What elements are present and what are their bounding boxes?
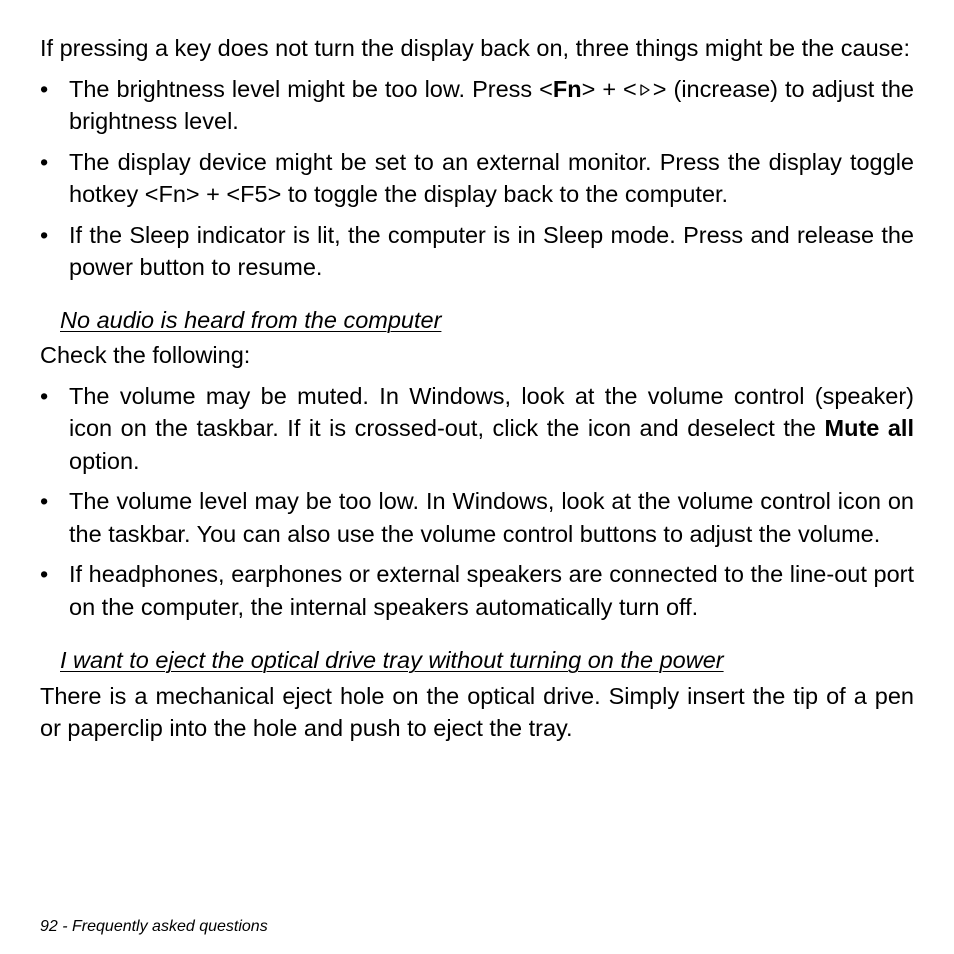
bullet: • — [40, 221, 49, 248]
bullet: • — [40, 148, 49, 175]
list-item: • The volume may be muted. In Windows, look at the volume control (speaker) icon on the taskbar. If it is crossed-out, click the icon and deselect the Mute all option. — [40, 380, 914, 478]
list-item: • The display device might be set to an external monitor. Press the display toggle hotkey <Fn> + <F5> to toggle the display back to the computer. — [40, 146, 914, 211]
fn-key-label: Fn — [552, 75, 582, 102]
eject-paragraph: There is a mechanical eject hole on the optical drive. Simply insert the tip of a pen or paperclip into the hole and push to eject the tray. — [40, 682, 914, 741]
page-footer: 92 - Frequently asked questions — [40, 918, 268, 935]
brightness-up-triangle-icon — [638, 82, 652, 98]
intro-paragraph: If pressing a key does not turn the display back on, three things might be the cause: — [40, 35, 911, 61]
section-heading-eject-tray: I want to eject the optical drive tray without turning on the power — [60, 647, 724, 673]
section-heading-no-audio: No audio is heard from the computer — [60, 306, 442, 333]
page-content — [40, 32, 914, 745]
bullet: • — [40, 488, 49, 514]
list-item: • If the Sleep indicator is lit, the computer is in Sleep mode. Press and release the power button to resume. — [40, 219, 914, 284]
audio-checks-list — [40, 380, 914, 624]
list-item: • The brightness level might be too low. Press <Fn> + < > (increase) to adjust the brightness level. — [40, 73, 914, 138]
list-item: • The volume level may be too low. In Windows, look at the volume control icon on the taskbar. You can also use the volume control buttons to adjust the volume. — [40, 485, 914, 550]
bullet: • — [40, 382, 49, 409]
check-following-text: Check the following: — [40, 342, 251, 368]
mute-all-label: Mute all — [824, 415, 914, 441]
bullet: • — [40, 75, 49, 102]
list-item: • If headphones, earphones or external speakers are connected to the line-out port on the computer, the internal speakers automatically turn off. — [40, 558, 914, 623]
bullet: • — [40, 561, 49, 587]
display-causes-list — [40, 73, 914, 284]
